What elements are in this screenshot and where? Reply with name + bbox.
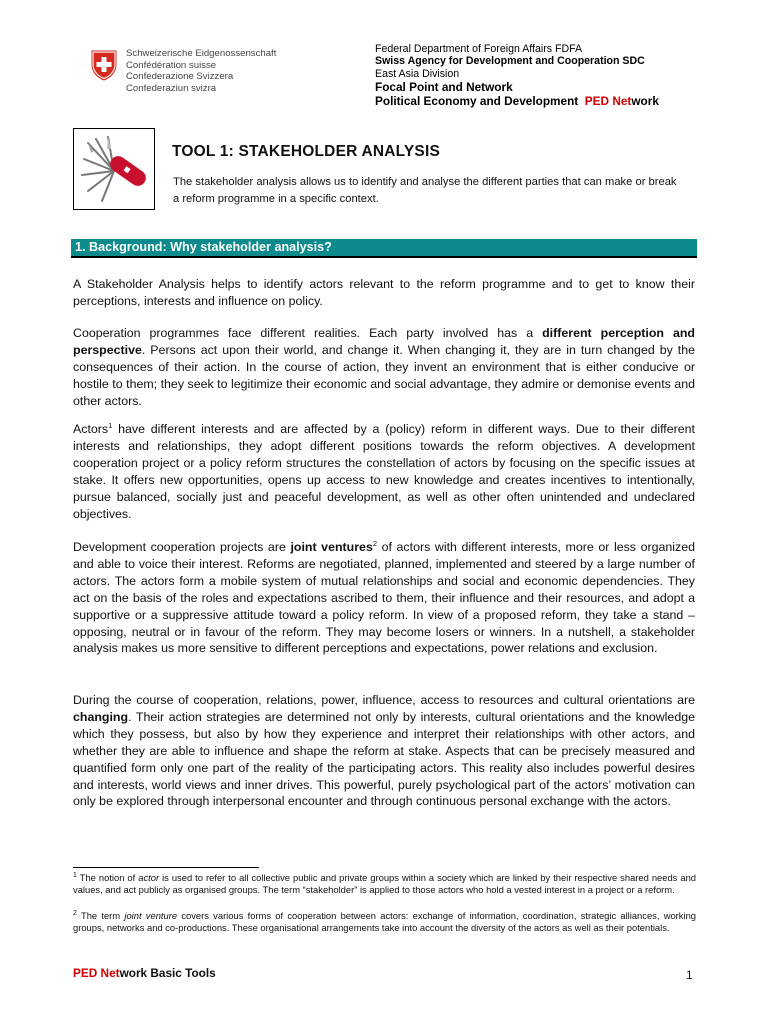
footnote-number: 2: [73, 909, 77, 917]
text-run: During the course of cooperation, relations, power, influence, access to resources and cultural orientations are: [73, 693, 695, 707]
ped-prefix: Political Economy and Development: [375, 93, 579, 108]
focal-point-line: Focal Point and Network: [375, 79, 513, 94]
text-run: . Persons act upon their world, and change it. When changing it, they are in turn changed by the consequences of their action. In the course of action, they invent an environment that is either conducive or hostile to them; they seek to legitimize their economic and social advantage, they admire or demonise events and other actors.: [73, 342, 695, 408]
page-number: 1: [686, 968, 693, 982]
confederation-line: Schweizerische Eidgenossenschaft: [126, 48, 277, 59]
bold-run: different perception and perspective: [73, 326, 695, 357]
confederation-names: [126, 48, 276, 94]
swiss-cross-shield-icon: [90, 49, 118, 81]
confederation-line: Confederaziun svizra: [126, 82, 217, 94]
tool-intro: The stakeholder analysis allows us to identify and analyse the different parties that can make or break a reform programme in a specific context.: [173, 176, 677, 205]
paragraph-4: [73, 539, 695, 657]
ped-network-line: [375, 94, 659, 108]
paragraph-3: [73, 421, 695, 522]
agency-block: [375, 43, 659, 108]
footnote-divider: [73, 867, 259, 868]
text-run: Actors: [73, 422, 109, 436]
paragraph-5: [73, 692, 695, 810]
agency-line: East Asia Division: [375, 67, 460, 80]
text-run: is used to refer to all collective public and private groups within a society which are linked by their respective shared needs and values, and act publicly as organised groups. The term “stakeholder” is applied to those actors who hold a vested interest in a project or a reform.: [73, 872, 697, 895]
footer-ped: PED: [73, 966, 98, 980]
swiss-army-knife-icon: [74, 129, 154, 209]
footer-net: Net: [100, 966, 120, 980]
confederation-line: Confédération suisse: [126, 59, 217, 71]
agency-line: Federal Department of Foreign Affairs FDFA: [375, 43, 583, 55]
section-heading: 1. Background: Why stakeholder analysis?: [75, 240, 332, 254]
italic-run: joint venture: [124, 910, 178, 921]
italic-run: actor: [138, 872, 160, 883]
text-run: . Their action strategies are determined not only by interests, cultural orientations and the knowledge which they possess, but also by how they experience and interpret their relationships with other actors, and whether they are able to influence and shape the reform at stake. Aspects that can be precisely measured and quantified form only one part of the reality of the participating actors. This reality also includes powerful desires and interests, world views and inner drives. This powerful, purely psychological part of the actors’ motivation can only be explored through interpersonal encounter and through continuous personal exchange with the actors.: [73, 709, 695, 809]
footer-title: [73, 966, 216, 980]
bold-run: changing: [73, 709, 129, 724]
footer-rest: Basic Tools: [147, 966, 216, 980]
bold-run: joint ventures: [290, 540, 373, 554]
footnote-ref: 1: [108, 420, 113, 430]
footnote-2: [73, 910, 696, 934]
agency-line: Swiss Agency for Development and Cooperation SDC: [375, 55, 645, 68]
section-heading-bar: [71, 239, 697, 258]
text-run: Development cooperation projects are: [73, 540, 291, 554]
tool-title: TOOL 1: STAKEHOLDER ANALYSIS: [172, 143, 440, 160]
text-run: The term: [76, 910, 125, 921]
ped-label: PED: [584, 93, 610, 108]
work-label: work: [631, 93, 659, 108]
tool-icon-box: [73, 128, 155, 210]
text-run: covers various forms of cooperation between actors: exchange of information, coordination, strategic alliances, working groups, networks and co-productions. These organisational arrangements take into account the diversity of the actors as well as their potentials.: [73, 910, 697, 933]
text-run: have different interests and are affected by a (policy) reform in different ways. Due to their different interests and relationships, they adopt different positions towards the reform objectives. A development cooperation project or a policy reform structures the constellation of actors by focusing on the specific issues at stake. It offers new opportunities, opens up access to new knowledge and creates incentives to intentionally, pursue balanced, socially just and peaceful development, as well as other often unintended and undeclared objectives.: [73, 422, 695, 521]
footnote-1: [73, 872, 696, 896]
confederation-line: Confederazione Svizzera: [126, 71, 234, 83]
paragraph-1: A Stakeholder Analysis helps to identify actors relevant to the reform programme and to get to know their perceptions, interests and influence on policy.: [73, 277, 695, 308]
net-label: Net: [612, 93, 632, 108]
text-run: of actors with different interests, more or less organized and able to voice their interest. Reforms are negotiated, planned, implemented and steered by a large number of actors. The actors form a mobile system of mutual relationships and social and economic dependencies. They act on the basis of the roles and expectations ascribed to them, their influence and their resources, and adopt a supportive or a suppressive attitude toward a policy reform. In view of a proposed reform, they take a stand – opposing, neutral or in favour of the reform. They may become losers or winners. In a nutshell, a stakeholder analysis makes us more sensitive to different perceptions and expectations, power relations and exclusion.: [73, 540, 695, 656]
paragraph-2: [73, 325, 695, 410]
footnote-ref: 2: [372, 538, 378, 548]
footnote-number: 1: [73, 871, 77, 879]
text-run: The notion of: [76, 872, 139, 883]
text-run: Cooperation programmes face different realities. Each party involved has a: [73, 326, 543, 340]
footer-work: work: [119, 966, 148, 980]
